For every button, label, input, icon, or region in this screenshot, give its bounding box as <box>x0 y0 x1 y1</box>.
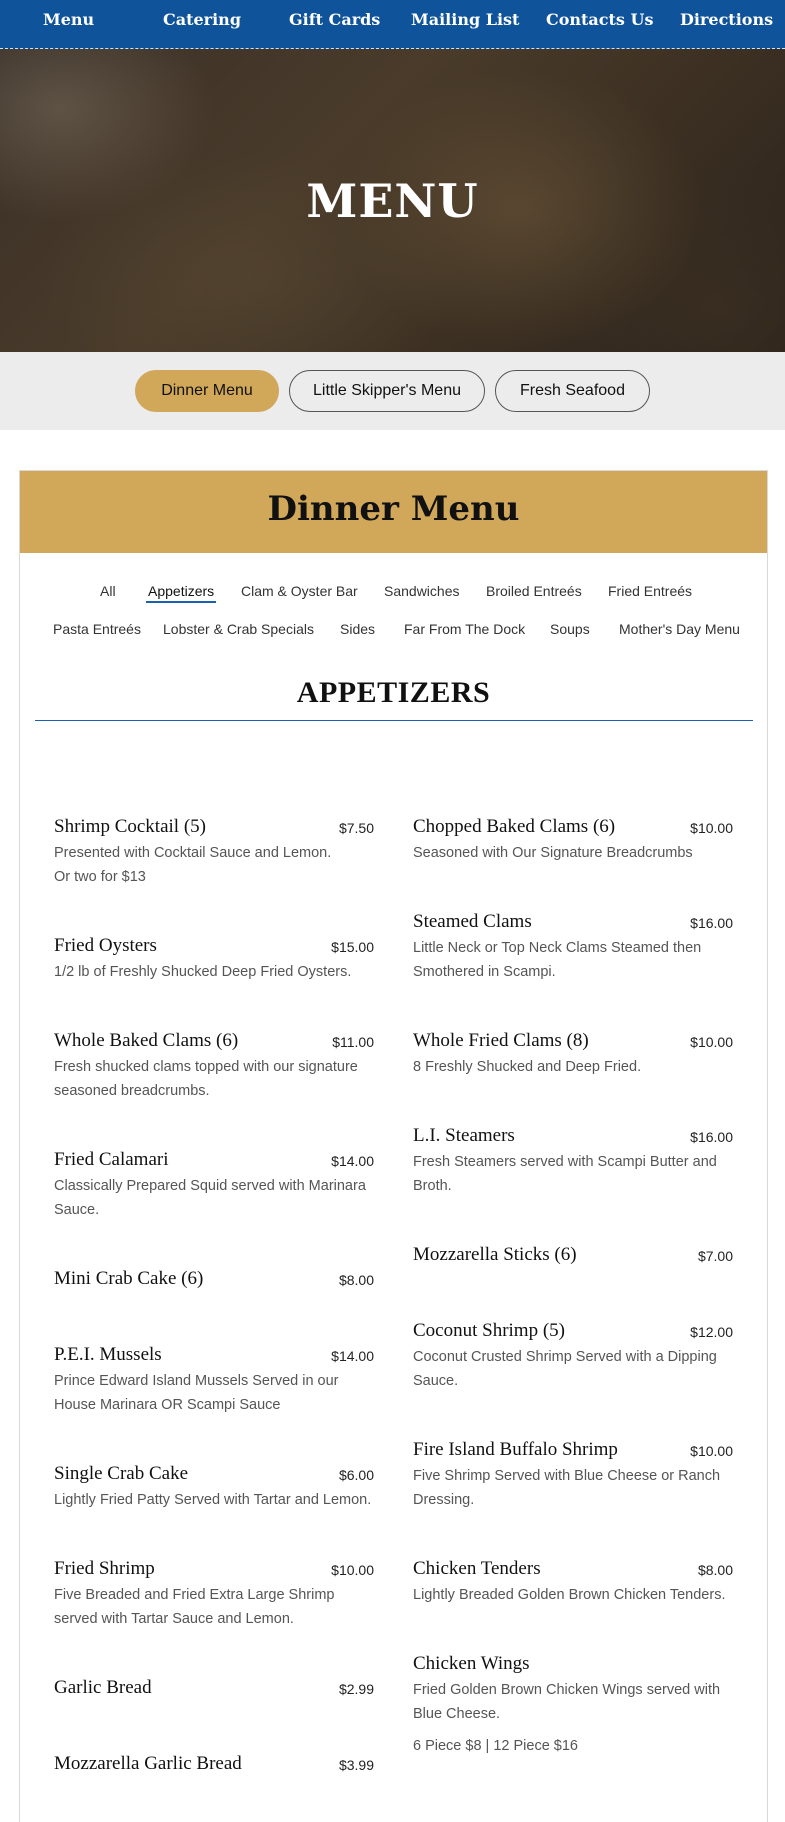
category-mothers-day-menu[interactable]: Mother's Day Menu <box>619 621 740 637</box>
section-heading: APPETIZERS <box>296 676 491 709</box>
item-price: $12.00 <box>690 1324 733 1340</box>
item-description: Seasoned with Our Signature Breadcrumbs <box>413 845 693 861</box>
menu-item <box>413 1652 733 1758</box>
category-soups[interactable]: Soups <box>550 621 590 637</box>
menu-item <box>54 934 374 984</box>
menu-item <box>413 1319 733 1393</box>
item-description: 8 Freshly Shucked and Deep Fried. <box>413 1059 642 1075</box>
menu-item <box>54 1557 374 1631</box>
item-name: P.E.I. Mussels <box>54 1344 162 1365</box>
item-description: Presented with Cocktail Sauce and Lemon. Or two for $13 <box>54 845 332 885</box>
item-price: $7.50 <box>338 820 374 836</box>
item-name: Mozzarella Garlic Bread <box>54 1753 242 1774</box>
top-nav <box>0 0 785 49</box>
item-price: $7.00 <box>697 1248 733 1264</box>
item-name: Chopped Baked Clams (6) <box>413 816 616 837</box>
hero-banner <box>0 49 785 352</box>
nav-link-directions[interactable]: Directions <box>680 10 774 29</box>
item-price: $8.00 <box>697 1562 733 1578</box>
category-sandwiches[interactable]: Sandwiches <box>384 583 460 599</box>
menu-item <box>413 1557 733 1607</box>
item-name: Single Crab Cake <box>54 1463 189 1484</box>
item-description: Five Breaded and Fried Extra Large Shrimp served with Tartar Sauce and Lemon. <box>54 1587 335 1627</box>
menu-item <box>54 1148 374 1222</box>
category-fried-entrees[interactable]: Fried Entreés <box>608 583 693 599</box>
card-header <box>20 471 767 553</box>
item-price: $14.00 <box>331 1348 374 1364</box>
category-all[interactable]: All <box>100 583 116 599</box>
item-description: Fried Golden Brown Chicken Wings served with Blue Cheese. <box>413 1682 721 1722</box>
category-appetizers[interactable]: Appetizers <box>146 579 216 603</box>
item-description: Little Neck or Top Neck Clams Steamed then Smothered in Scampi. <box>413 940 702 980</box>
nav-link-mailing-list[interactable]: Mailing List <box>411 10 520 29</box>
item-description: Five Shrimp Served with Blue Cheese or Ranch Dressing. <box>413 1468 721 1508</box>
item-name: Mozzarella Sticks (6) <box>413 1244 577 1265</box>
item-name: Steamed Clams <box>413 911 532 932</box>
item-description: Coconut Crusted Shrimp Served with a Dipping Sauce. <box>413 1349 717 1389</box>
item-name: Whole Fried Clams (8) <box>413 1030 589 1051</box>
item-description: Lightly Breaded Golden Brown Chicken Tenders. <box>413 1587 726 1603</box>
tab-little-skippers-menu[interactable]: Little Skipper's Menu <box>289 370 485 412</box>
nav-link-menu[interactable]: Menu <box>43 10 95 29</box>
item-price: $15.00 <box>331 939 374 955</box>
item-price: $10.00 <box>690 820 733 836</box>
item-name: L.I. Steamers <box>413 1125 515 1146</box>
item-price: $16.00 <box>690 1129 733 1145</box>
menu-item <box>54 815 374 889</box>
menu-card <box>19 470 768 1822</box>
nav-link-catering[interactable]: Catering <box>163 10 241 29</box>
item-description: Lightly Fried Patty Served with Tartar and Lemon. <box>54 1492 372 1508</box>
item-name: Mini Crab Cake (6) <box>54 1268 204 1289</box>
menu-item <box>54 1676 374 1700</box>
menu-item <box>413 910 733 984</box>
item-name: Chicken Tenders <box>413 1558 541 1579</box>
item-name: Coconut Shrimp (5) <box>413 1320 565 1341</box>
item-price: $16.00 <box>690 915 733 931</box>
hero-title: MENU <box>306 174 479 228</box>
card-title: Dinner Menu <box>267 489 520 529</box>
item-name: Fried Shrimp <box>54 1558 155 1579</box>
menu-item <box>413 1243 733 1267</box>
item-price: $11.00 <box>332 1034 374 1050</box>
menu-item <box>413 1438 733 1512</box>
menu-item <box>54 1752 374 1776</box>
item-price-note: 6 Piece $8 | 12 Piece $16 <box>413 1738 578 1754</box>
menu-item <box>54 1462 374 1512</box>
item-description: Fresh Steamers served with Scampi Butter and Broth. <box>413 1154 717 1194</box>
tab-dinner-menu[interactable]: Dinner Menu <box>135 370 279 412</box>
menu-item <box>413 1029 733 1079</box>
menu-selector <box>0 352 785 430</box>
menu-item <box>54 1267 374 1291</box>
menu-item <box>413 1124 733 1198</box>
menu-item <box>54 1343 374 1417</box>
item-price: $10.00 <box>690 1034 733 1050</box>
item-price: $2.99 <box>338 1681 374 1697</box>
nav-link-gift-cards[interactable]: Gift Cards <box>289 10 381 29</box>
item-name: Fried Calamari <box>54 1149 169 1170</box>
nav-link-contacts-us[interactable]: Contacts Us <box>546 10 654 29</box>
item-price: $3.99 <box>338 1757 374 1773</box>
item-name: Garlic Bread <box>54 1677 152 1698</box>
item-price: $8.00 <box>338 1272 374 1288</box>
item-name: Fried Oysters <box>54 935 157 956</box>
category-clam-oyster-bar[interactable]: Clam & Oyster Bar <box>241 583 358 599</box>
item-name: Fire Island Buffalo Shrimp <box>413 1439 618 1460</box>
section-divider <box>35 720 753 721</box>
category-sides[interactable]: Sides <box>340 621 376 637</box>
category-broiled-entrees[interactable]: Broiled Entreés <box>486 583 582 599</box>
item-price: $10.00 <box>690 1443 733 1459</box>
item-description: 1/2 lb of Freshly Shucked Deep Fried Oysters. <box>54 964 352 980</box>
item-description: Classically Prepared Squid served with Marinara Sauce. <box>54 1178 366 1218</box>
category-far-from-the-dock[interactable]: Far From The Dock <box>404 621 526 637</box>
item-description: Prince Edward Island Mussels Served in our House Marinara OR Scampi Sauce <box>54 1373 339 1413</box>
item-price: $14.00 <box>331 1153 374 1169</box>
item-name: Chicken Wings <box>413 1653 530 1674</box>
item-description: Fresh shucked clams topped with our signature seasoned breadcrumbs. <box>54 1059 358 1099</box>
item-name: Whole Baked Clams (6) <box>54 1030 239 1051</box>
category-pasta-entrees[interactable]: Pasta Entreés <box>53 621 141 637</box>
category-lobster-crab-specials[interactable]: Lobster & Crab Specials <box>163 621 314 637</box>
menu-item <box>54 1029 374 1103</box>
item-name: Shrimp Cocktail (5) <box>54 816 206 837</box>
menu-item <box>413 815 733 865</box>
tab-fresh-seafood[interactable]: Fresh Seafood <box>495 370 650 412</box>
item-price: $6.00 <box>338 1467 374 1483</box>
item-price: $10.00 <box>331 1562 374 1578</box>
